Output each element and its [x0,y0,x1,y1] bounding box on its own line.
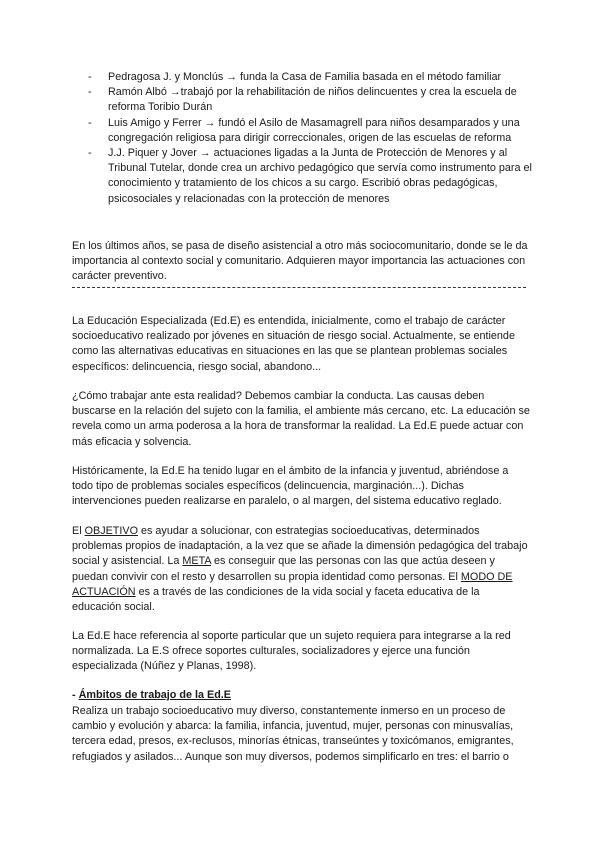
list-item-text: J.J. Piquer y Jover → actuaciones ligadas a la Junta de Protección de Menores y al Tribunal Tutelar, donde crea un archivo pedagógico que servía como instrumento para el conocimiento y tratamiento de los chicos a su cargo. Escribió obras pedagógicas, psicosociales y relacionadas con la protección de menores [108,147,532,205]
paragraph-recent-years: En los últimos años, se pasa de diseño asistencial a otro más sociocomunitario, donde se le da importancia al contexto social y comunitario. Adquieren mayor importancia las actuaciones con carácter preventivo. [72,240,528,283]
list-item-text: Pedragosa J. y Monclús → funda la Casa de Familia basada en el método familiar [108,71,502,83]
meta-term: META [182,555,212,568]
list-item [72,146,532,207]
paragraph-definition: La Educación Especializada (Ed.E) es entendida, inicialmente, como el trabajo de carácter socioeducativo realizado por jóvenes en situación de riesgo social. Actualmente, se entiende como las alternativas educativas en situaciones en las que se plantean problemas sociales específicos: delincuencia, riesgo social, abandono... [72,315,515,373]
objective-text: es ayudar a solucionar, con estrategias socioeducativas, determinados problemas propios de inadaptación, a la vez que se añade la dimensión pedagógica del trabajo social y asistencial. La [72,525,528,568]
paragraph-how-to-work: ¿Cómo trabajar ante esta realidad? Debemos cambiar la conducta. Las causas deben buscarse en la relación del sujeto con la familia, el ambiente más cercano, etc. La educación se revela como un arma poderosa a la hora de transformar la realidad. La Ed.E puede actuar con más eficacia y solvencia. [72,390,530,448]
paragraph-objective [72,524,530,615]
list-dash: - [88,71,92,83]
heading-dash: - [72,689,79,701]
heading-title: Ámbitos de trabajo de la Ed.E [78,689,231,701]
paragraph-history: Históricamente, la Ed.E ha tenido lugar en el ámbito de la infancia y juventud, abriéndose a todo tipo de problemas sociales específicos (delincuencia, marginación...). Dichas intervenciones pueden realizarse en paralelo, o al margen, del sistema educativo reglado. [72,465,509,508]
section-separator [72,287,526,288]
list-dash: - [88,116,92,129]
objective-text: El [72,525,85,537]
list-item [72,116,532,146]
historical-figures-list [72,70,532,207]
section-heading [72,688,530,703]
objective-text: es conseguir que las personas con las que actúa deseen y puedan convivir con el resto y desarrollen su propia identidad como personas. El [72,555,495,583]
list-item-text: Luis Amigo y Ferrer → fundó el Asilo de Masamagrell para niños desamparados y una congregación religiosa para dirigir correccionales, origen de las escuelas de reforma [108,116,520,144]
list-item [72,85,532,115]
paragraph-support: La Ed.E hace referencia al soporte particular que un sujeto requiera para integrarse a la red normalizada. La E.S ofrece soportes culturales, socializadores y ejerce una función especializada (Núñez y Planas, 1998). [72,630,511,673]
objective-text: es a través de las condiciones de la vida social y faceta educativa de la educación social. [72,585,480,614]
list-dash: - [88,86,92,99]
list-dash: - [88,147,92,160]
paragraph-work-areas: Realiza un trabajo socioeducativo muy diverso, constantemente inmerso en un proceso de cambio y evolución y abarca: la familia, infancia, juventud, mujer, personas con minusvalías, tercera edad, presos, ex-reclusos, minorías étnicas, transeúntes y toxicómanos, emigrantes, refugiados y asilados... Aunque son muy diversos, podemos simplificarlo en tres: el barrio o [72,705,514,763]
modo-actuacion-term: MODO DE ACTUACIÓN [72,570,513,598]
objective-term: OBJETIVO [84,525,139,537]
list-item-text: Ramón Albó →trabajó por la rehabilitación de niños delincuentes y crea la escuela de reforma Toribio Durán [108,86,517,114]
list-item [72,70,532,85]
